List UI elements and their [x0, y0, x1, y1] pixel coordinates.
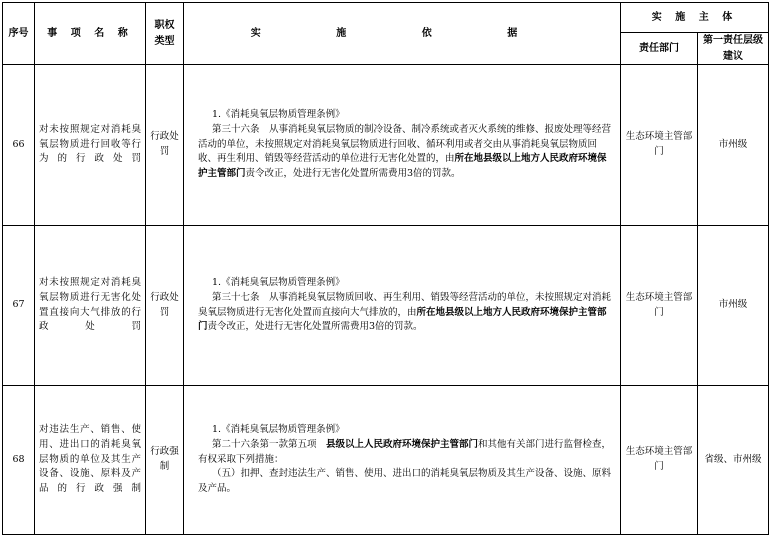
row-item: 对违法生产、销售、使用、进出口的消耗臭氧层物质的单位及其生产设备、设施、原料及产品的行政强制 [35, 386, 146, 535]
header-subject: 实 施 主 体 [621, 3, 769, 33]
row-dept: 生态环境主管部门 [621, 226, 698, 386]
header-basis: 实 施 依 据 [184, 3, 621, 65]
article-text-end: 责令改正，处进行无害化处置所需费用3倍的罚款。 [245, 168, 461, 180]
article-text: 第三十七条 从事消耗臭氧层物质回收、再生利用、销毁等经营活动的单位，未按照规定对消耗臭氧层物质进行无害化处置而直接向大气排放的，由 [198, 291, 612, 318]
row-type: 行政强制 [146, 386, 184, 535]
row-seq: 66 [3, 65, 35, 226]
header-seq: 序号 [3, 3, 35, 65]
row-level: 省级、市州级 [698, 386, 769, 535]
row-basis [184, 65, 621, 226]
article-text: 第三十六条 从事消耗臭氧层物质的制冷设备、制冷系统或者灭火系统的维修、报废处理等经营活动的单位，未按照规定对消耗臭氧层物质进行回收、循环利用或者交由从事消耗臭氧层物质回收、再生利用、销毁等经营活动的单位进行无害化处置的，由 [198, 123, 612, 165]
row-dept: 生态环境主管部门 [621, 386, 698, 535]
basis-law: 1.《消耗臭氧层物质管理条例》 [212, 109, 345, 121]
row-item: 对未按照规定对消耗臭氧层物质进行无害化处置直接向大气排放的行政处罚 [35, 226, 146, 386]
power-list-table [2, 2, 769, 535]
table-row [3, 386, 769, 535]
header-dept: 责任部门 [621, 33, 698, 65]
table-row [3, 65, 769, 226]
row-type: 行政处罚 [146, 65, 184, 226]
basis-article [198, 438, 612, 467]
header-type: 职权类型 [146, 3, 184, 65]
row-seq: 68 [3, 386, 35, 535]
row-item: 对未按照规定对消耗臭氧层物质进行回收等行为的行政处罚 [35, 65, 146, 226]
authority-text: 所在地县级以上地方人民政府环境保护主管部门 [198, 153, 607, 180]
authority-text: 所在地县级以上地方人民政府环境保护主管部门 [198, 306, 607, 333]
basis-article [198, 291, 612, 335]
row-level: 市州级 [698, 226, 769, 386]
basis-law: 1.《消耗臭氧层物质管理条例》 [212, 277, 345, 289]
row-basis [184, 226, 621, 386]
header-level: 第一责任层级建议 [698, 33, 769, 65]
row-level: 市州级 [698, 65, 769, 226]
article-text-end: 和其他有关部门进行监督检查，有权采取下列措施： [198, 438, 612, 465]
article-text: 第二十六条第一款第五项 [212, 438, 327, 450]
row-seq: 67 [3, 226, 35, 386]
basis-law: 1.《消耗臭氧层物质管理条例》 [212, 424, 345, 436]
header-item: 事 项 名 称 [35, 3, 146, 65]
row-dept: 生态环境主管部门 [621, 65, 698, 226]
basis-article [198, 123, 612, 182]
authority-text: 县级以上人民政府环境保护主管部门 [326, 438, 479, 450]
basis-measure: （五）扣押、查封违法生产、销售、使用、进出口的消耗臭氧层物质及其生产设备、设施、原料及产品。 [198, 468, 612, 495]
row-type: 行政处罚 [146, 226, 184, 386]
article-text-end: 责令改正，处进行无害化处置所需费用3倍的罚款。 [207, 321, 423, 333]
table-row [3, 226, 769, 386]
row-basis [184, 386, 621, 535]
header-row-1 [3, 3, 769, 33]
